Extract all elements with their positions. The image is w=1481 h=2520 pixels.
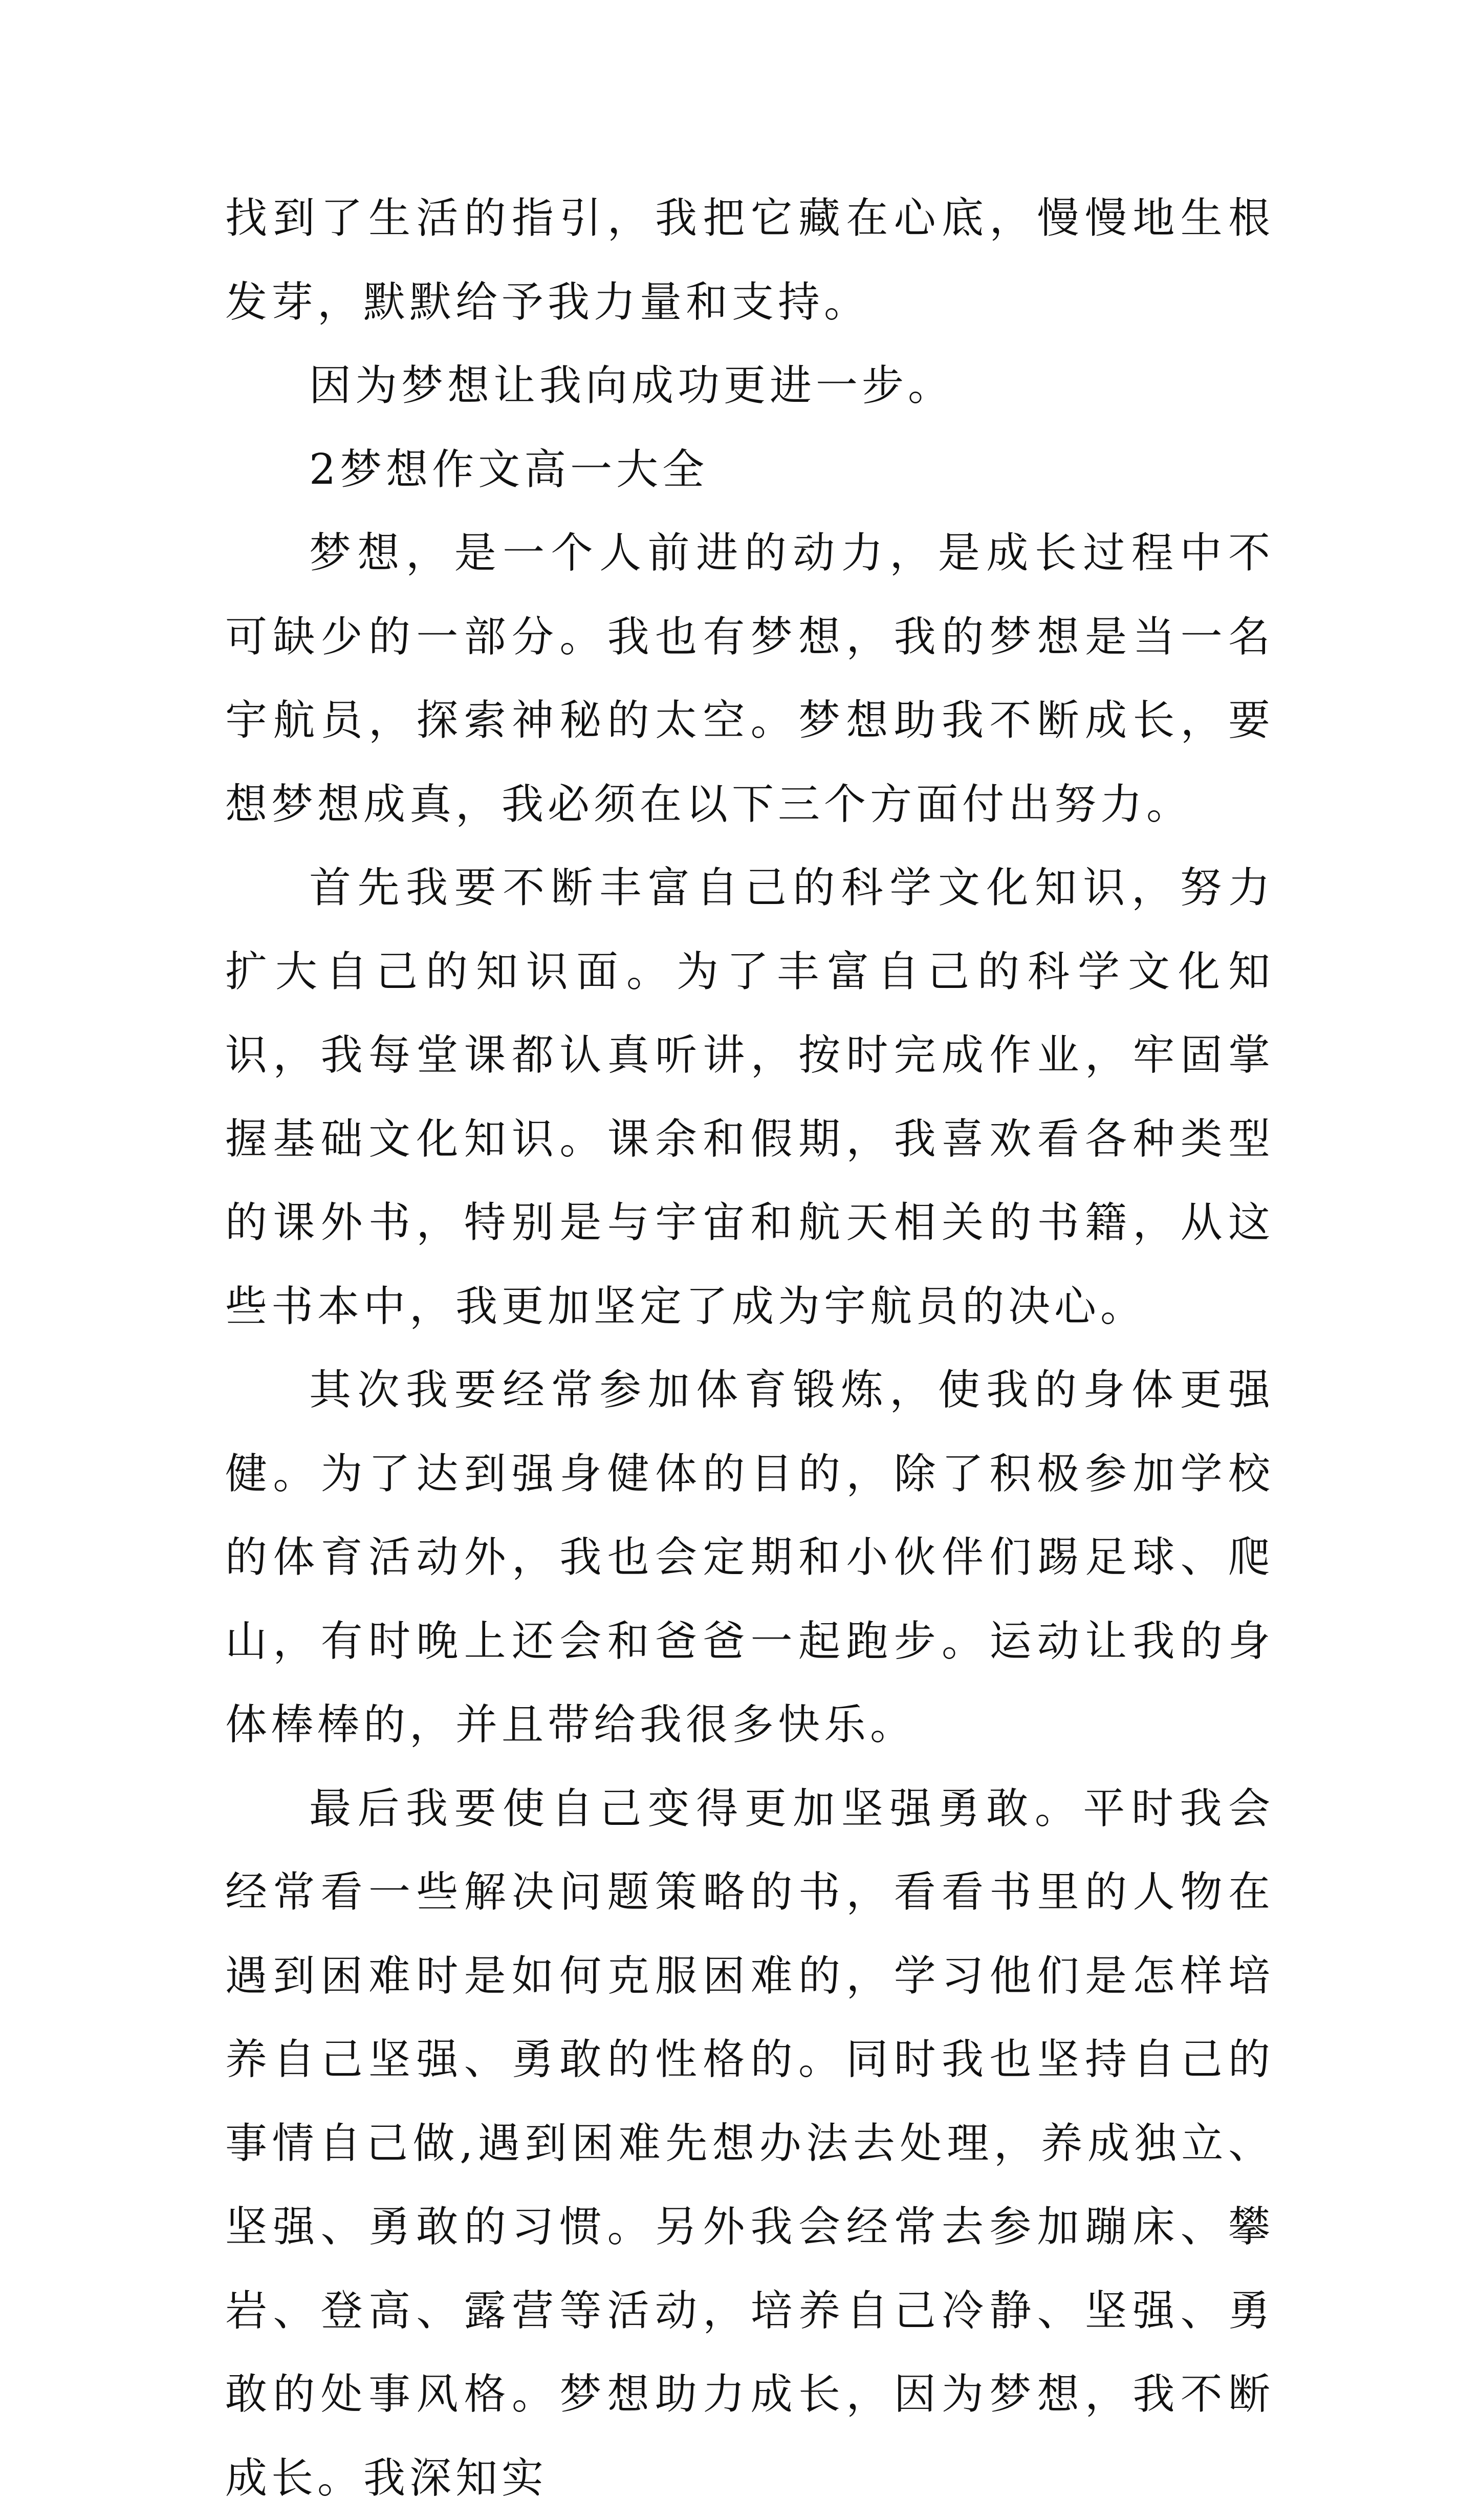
paragraph: 最后我要使自己变得更加坚强勇敢。平时我会经常看一些解决问题策略的书，看看书里的人物在遇到困难时是如何克服困难的，学习他们是怎样培养自己坚强、勇敢的性格的。同时我也坚持自己的事情自己做,遇到困难先想办法去处理，养成独立、坚强、勇敢的习惯。另外我会经常去参加蹦床、攀岩、登高、露营等活动，培养自己冷静、坚强、勇敢的处事风格。梦想助力成长，因为梦想，我不断成长。我深知实 [225,1767,1274,2520]
paragraph: 因为梦想让我向成功更进一步。 [225,344,1274,428]
section-heading: 2梦想作文高一大全 [225,428,1274,512]
paragraph: 其次我要经常参加体育锻炼，使我的身体更强健。为了达到强身健体的目的，除了积极参加学校的体育活动外，我也会定期和小伙伴们踢足球、爬山，有时晚上还会和爸爸一起跑步。运动让我的身体棒棒的，并且带给我很多快乐。 [225,1348,1274,1767]
paragraph: 梦想，是一个人前进的动力，是成长过程中不可缺少的一部分。我也有梦想，我的梦想是当一名宇航员，探索神秘的太空。梦想助我不断成长，要想梦想成真，我必须在以下三个方面付出努力。 [225,511,1274,846]
document-body [225,177,1274,2520]
paragraph-continuation: 找到了生活的指引，我把它藏在心底，慢慢地生根发芽，默默给予我力量和支持。 [225,177,1274,344]
paragraph: 首先我要不断丰富自己的科学文化知识，努力扩大自己的知识面。为了丰富自己的科学文化知识，我每堂课都认真听讲，按时完成作业，牢固掌握基础文化知识。课余和假期，我喜欢看各种类型的课外书，特别是与宇宙和航天相关的书籍，从这些书本中，我更加坚定了成为宇航员的决心。 [225,846,1274,1348]
